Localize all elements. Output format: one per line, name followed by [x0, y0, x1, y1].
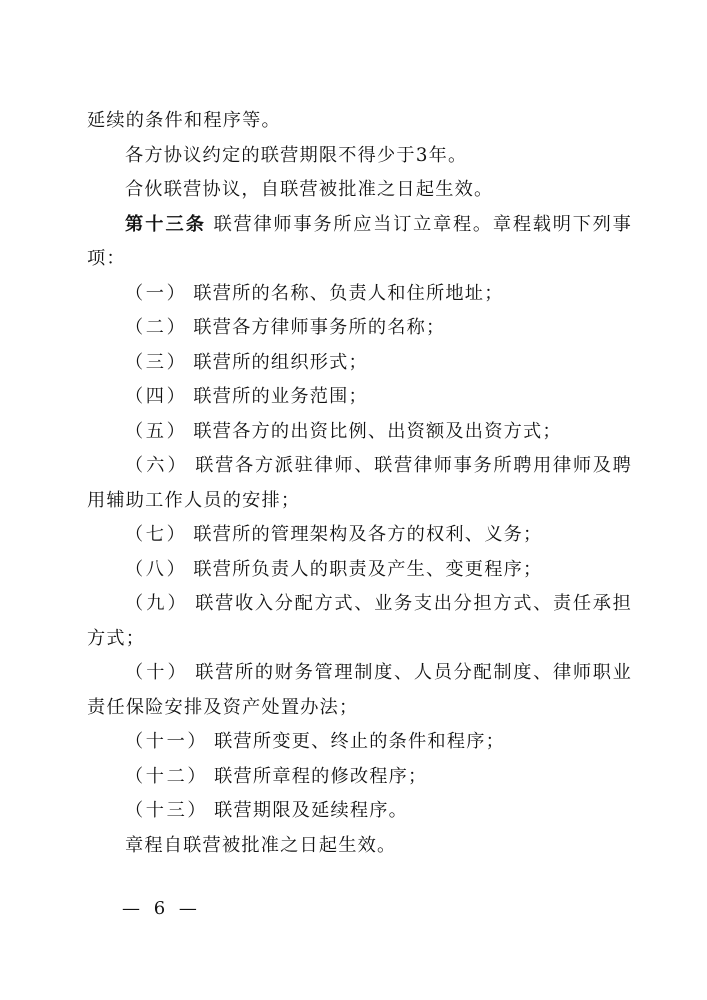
- item-number: （十二）: [125, 765, 209, 787]
- item-number: （三）: [125, 351, 188, 373]
- item-number: （八）: [125, 558, 188, 580]
- list-item: [87, 415, 632, 450]
- list-item: [87, 553, 632, 588]
- paragraph-continuation: 延续的条件和程序等。: [87, 110, 281, 131]
- paragraph-closing: 章程自联营被批准之日起生效。: [125, 834, 397, 856]
- item-number: （十）: [125, 662, 189, 683]
- paragraph-term-limit: 各方协议约定的联营期限不得少于3年。: [125, 144, 468, 166]
- item-text: 联营所的名称、负责人和住所地址；: [193, 282, 504, 304]
- item-text: 联营所的组织形式；: [193, 351, 368, 373]
- paragraph-effective-date: 合伙联营协议，自联营被批准之日起生效。: [125, 179, 494, 200]
- item-text: 联营所的财务管理制度、人员分配制度、律师职业责任保险安排及资产处置办法；: [87, 662, 632, 718]
- item-number: （九）: [125, 593, 189, 614]
- article-13-text: 联营律师事务所应当订立章程。章程载明下列事项：: [87, 213, 632, 269]
- item-text: 联营各方律师事务所的名称；: [193, 317, 446, 338]
- article-13: [87, 208, 632, 277]
- item-number: （十三）: [125, 800, 209, 821]
- list-item: [87, 794, 632, 829]
- item-text: 联营所的管理架构及各方的权利、义务；: [193, 524, 543, 545]
- list-item: [87, 277, 632, 312]
- item-text: 联营各方派驻律师、联营律师事务所聘用律师及聘用辅助工作人员的安排；: [87, 455, 632, 511]
- item-text: 联营所章程的修改程序；: [214, 765, 428, 787]
- article-13-heading: 第十三条: [125, 213, 207, 235]
- item-text: 联营所负责人的职责及产生、变更程序；: [193, 558, 543, 580]
- list-item: [87, 346, 632, 381]
- item-number: （四）: [125, 386, 188, 407]
- list-item: [87, 656, 632, 725]
- list-item: [87, 518, 632, 553]
- item-text: 联营收入分配方式、业务支出分担方式、责任承担方式；: [87, 593, 632, 649]
- item-text: 联营期限及延续程序。: [214, 800, 409, 821]
- item-text: 联营各方的出资比例、出资额及出资方式；: [193, 420, 562, 442]
- item-number: （六）: [125, 455, 189, 476]
- item-text: 联营所变更、终止的条件和程序；: [214, 731, 505, 752]
- document-body: [87, 104, 632, 863]
- list-item: [87, 380, 632, 415]
- item-number: （七）: [125, 524, 188, 545]
- item-number: （五）: [125, 420, 188, 442]
- item-number: （二）: [125, 317, 188, 338]
- item-text: 联营所的业务范围；: [193, 386, 368, 407]
- list-item: [87, 760, 632, 795]
- page-number: — 6 —: [122, 898, 201, 919]
- list-item: [87, 587, 632, 656]
- item-number: （十一）: [125, 731, 209, 752]
- item-number: （一）: [125, 282, 188, 304]
- list-item: [87, 725, 632, 760]
- list-item: [87, 311, 632, 346]
- list-item: [87, 449, 632, 518]
